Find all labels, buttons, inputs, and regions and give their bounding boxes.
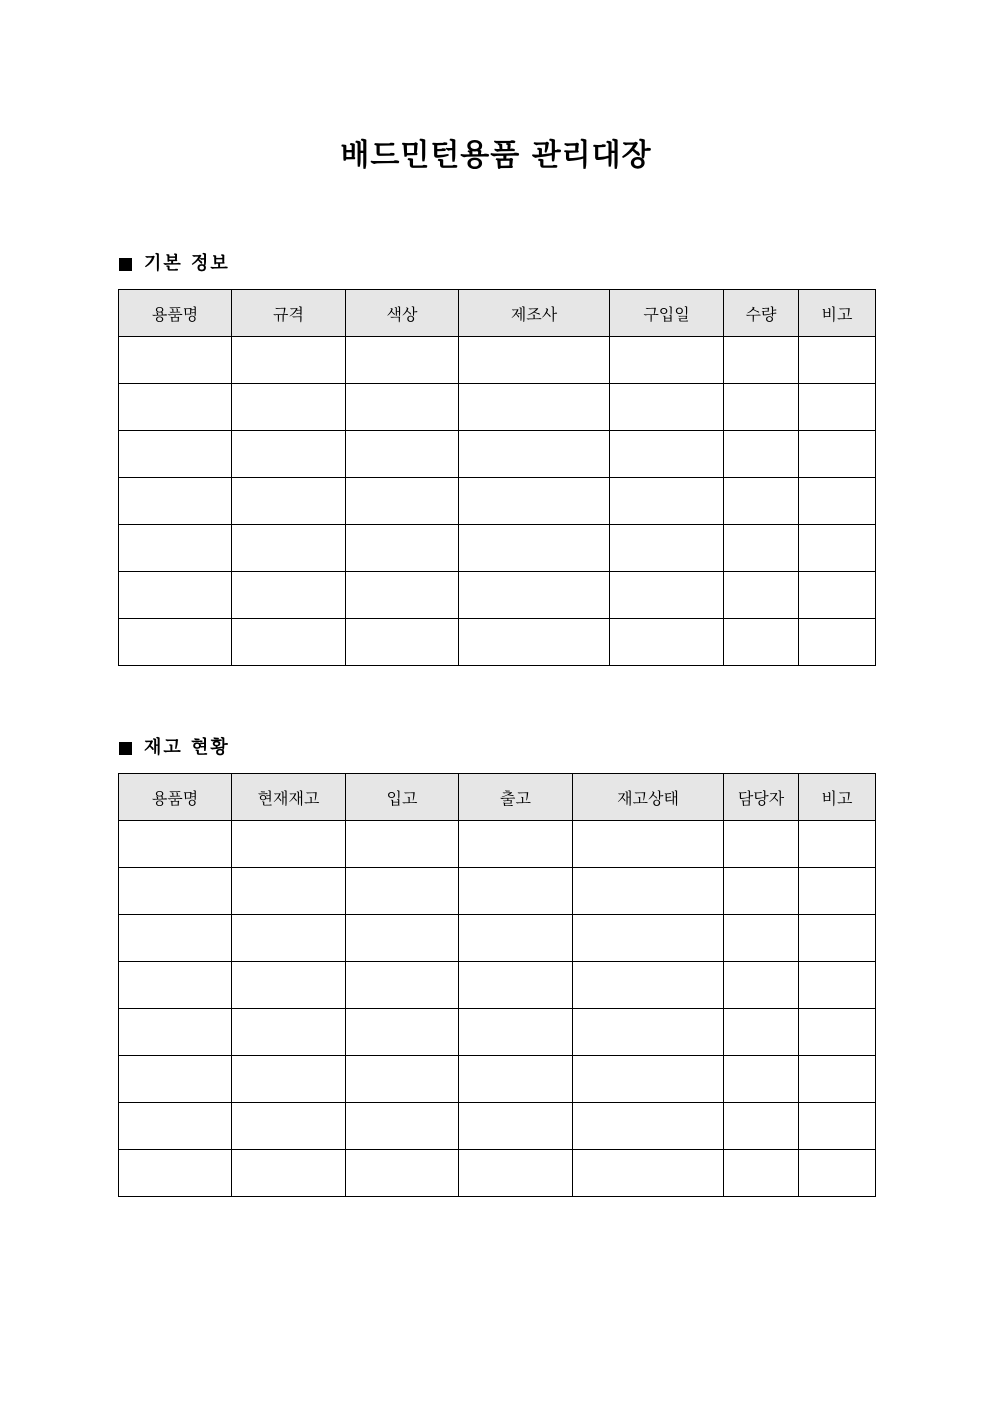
table-row xyxy=(119,1103,876,1150)
table-header-row xyxy=(119,774,876,821)
table-cell[interactable] xyxy=(799,525,876,572)
table-cell[interactable] xyxy=(346,478,459,525)
table-cell[interactable] xyxy=(346,337,459,384)
table-cell[interactable] xyxy=(232,868,346,915)
table-cell[interactable] xyxy=(610,478,724,525)
table-cell[interactable] xyxy=(799,821,876,868)
table-cell[interactable] xyxy=(459,915,573,962)
table-cell[interactable] xyxy=(119,868,232,915)
table-cell[interactable] xyxy=(799,962,876,1009)
table-cell[interactable] xyxy=(573,1150,724,1197)
table-row xyxy=(119,962,876,1009)
table-cell[interactable] xyxy=(119,1103,232,1150)
table-cell[interactable] xyxy=(724,1150,799,1197)
table-cell[interactable] xyxy=(346,619,459,666)
table-cell[interactable] xyxy=(346,915,459,962)
table-cell[interactable] xyxy=(799,478,876,525)
table-cell[interactable] xyxy=(573,1056,724,1103)
square-bullet-icon xyxy=(119,258,132,271)
table-cell[interactable] xyxy=(459,1150,573,1197)
table-cell[interactable] xyxy=(346,962,459,1009)
table-cell[interactable] xyxy=(459,1103,573,1150)
inventory-status-table xyxy=(118,773,876,1197)
table-cell[interactable] xyxy=(232,821,346,868)
column-header-stock-status: 재고상태 xyxy=(573,774,724,821)
table-cell[interactable] xyxy=(119,337,232,384)
table-cell[interactable] xyxy=(724,525,799,572)
table-row xyxy=(119,821,876,868)
column-header-remarks: 비고 xyxy=(799,774,876,821)
table-cell[interactable] xyxy=(459,572,610,619)
table-cell[interactable] xyxy=(232,525,346,572)
table-cell[interactable] xyxy=(573,868,724,915)
table-cell[interactable] xyxy=(724,572,799,619)
table-cell[interactable] xyxy=(119,962,232,1009)
table-cell[interactable] xyxy=(724,1103,799,1150)
table-cell[interactable] xyxy=(724,1009,799,1056)
table-cell[interactable] xyxy=(724,868,799,915)
table-cell[interactable] xyxy=(232,1103,346,1150)
table-cell[interactable] xyxy=(799,1103,876,1150)
table-row xyxy=(119,619,876,666)
table-cell[interactable] xyxy=(459,821,573,868)
table-cell[interactable] xyxy=(119,1056,232,1103)
table-cell[interactable] xyxy=(724,337,799,384)
table-cell[interactable] xyxy=(724,431,799,478)
table-cell[interactable] xyxy=(573,962,724,1009)
table-cell[interactable] xyxy=(232,1009,346,1056)
table-cell[interactable] xyxy=(232,431,346,478)
table-row xyxy=(119,431,876,478)
table-cell[interactable] xyxy=(232,619,346,666)
table-cell[interactable] xyxy=(119,1009,232,1056)
table-cell[interactable] xyxy=(232,962,346,1009)
square-bullet-icon xyxy=(119,742,132,755)
table-cell[interactable] xyxy=(459,962,573,1009)
table-row xyxy=(119,868,876,915)
table-cell[interactable] xyxy=(232,1150,346,1197)
table-cell[interactable] xyxy=(799,431,876,478)
table-cell[interactable] xyxy=(346,431,459,478)
column-header-manager: 담당자 xyxy=(724,774,799,821)
table-cell[interactable] xyxy=(119,1150,232,1197)
table-cell[interactable] xyxy=(799,619,876,666)
table-row xyxy=(119,525,876,572)
table-cell[interactable] xyxy=(119,525,232,572)
table-cell[interactable] xyxy=(346,1103,459,1150)
table-cell[interactable] xyxy=(346,868,459,915)
table-cell[interactable] xyxy=(799,1150,876,1197)
table-cell[interactable] xyxy=(610,337,724,384)
table-cell[interactable] xyxy=(232,337,346,384)
table-row xyxy=(119,915,876,962)
table-row xyxy=(119,1056,876,1103)
table-cell[interactable] xyxy=(799,572,876,619)
table-cell[interactable] xyxy=(610,619,724,666)
table-cell[interactable] xyxy=(119,478,232,525)
table-row xyxy=(119,572,876,619)
table-cell[interactable] xyxy=(232,915,346,962)
table-cell[interactable] xyxy=(346,1056,459,1103)
table-cell[interactable] xyxy=(119,915,232,962)
table-cell[interactable] xyxy=(610,431,724,478)
column-header-stock-out: 출고 xyxy=(459,774,573,821)
table-cell[interactable] xyxy=(459,1056,573,1103)
table-cell[interactable] xyxy=(232,1056,346,1103)
table-cell[interactable] xyxy=(459,525,610,572)
table-cell[interactable] xyxy=(799,1009,876,1056)
table-cell[interactable] xyxy=(459,1009,573,1056)
basic-info-table xyxy=(118,289,876,666)
table-row xyxy=(119,384,876,431)
column-header-remarks: 비고 xyxy=(799,290,876,337)
table-cell[interactable] xyxy=(459,431,610,478)
document-title: 배드민턴용품 관리대장 xyxy=(340,138,652,173)
table-cell[interactable] xyxy=(459,337,610,384)
table-cell[interactable] xyxy=(119,821,232,868)
table-row xyxy=(119,478,876,525)
column-header-manufacturer: 제조사 xyxy=(459,290,610,337)
table-cell[interactable] xyxy=(573,1009,724,1056)
table-cell[interactable] xyxy=(119,384,232,431)
table-cell[interactable] xyxy=(573,1103,724,1150)
table-cell[interactable] xyxy=(610,525,724,572)
table-cell[interactable] xyxy=(119,431,232,478)
column-header-item-name: 용품명 xyxy=(119,290,232,337)
column-header-quantity: 수량 xyxy=(724,290,799,337)
table-cell[interactable] xyxy=(346,1009,459,1056)
column-header-purchase-date: 구입일 xyxy=(610,290,724,337)
table-cell[interactable] xyxy=(232,478,346,525)
table-cell[interactable] xyxy=(346,1150,459,1197)
table-cell[interactable] xyxy=(724,478,799,525)
table-cell[interactable] xyxy=(346,572,459,619)
table-cell[interactable] xyxy=(459,619,610,666)
table-cell[interactable] xyxy=(799,384,876,431)
table-cell[interactable] xyxy=(346,384,459,431)
column-header-color: 색상 xyxy=(346,290,459,337)
table-row xyxy=(119,1009,876,1056)
table-cell[interactable] xyxy=(346,821,459,868)
table-cell[interactable] xyxy=(459,384,610,431)
table-cell[interactable] xyxy=(799,915,876,962)
table-cell[interactable] xyxy=(610,572,724,619)
table-header-row xyxy=(119,290,876,337)
section-heading-basic-info xyxy=(119,251,230,277)
table-cell[interactable] xyxy=(799,1056,876,1103)
column-header-spec: 규격 xyxy=(232,290,346,337)
table-cell[interactable] xyxy=(724,962,799,1009)
table-cell[interactable] xyxy=(573,821,724,868)
table-cell[interactable] xyxy=(119,572,232,619)
table-cell[interactable] xyxy=(459,478,610,525)
column-header-current-stock: 현재재고 xyxy=(232,774,346,821)
table-cell[interactable] xyxy=(724,1056,799,1103)
column-header-stock-in: 입고 xyxy=(346,774,459,821)
table-row xyxy=(119,1150,876,1197)
table-cell[interactable] xyxy=(232,384,346,431)
table-cell[interactable] xyxy=(232,572,346,619)
table-row xyxy=(119,337,876,384)
table-cell[interactable] xyxy=(610,384,724,431)
table-cell[interactable] xyxy=(119,619,232,666)
table-cell[interactable] xyxy=(724,915,799,962)
column-header-item-name: 용품명 xyxy=(119,774,232,821)
table-cell[interactable] xyxy=(573,915,724,962)
table-cell[interactable] xyxy=(724,619,799,666)
table-cell[interactable] xyxy=(799,337,876,384)
table-cell[interactable] xyxy=(346,525,459,572)
table-cell[interactable] xyxy=(724,384,799,431)
section-heading-label: 기본 정보 xyxy=(144,253,230,274)
section-heading-label: 재고 현황 xyxy=(144,737,230,758)
table-cell[interactable] xyxy=(724,821,799,868)
table-cell[interactable] xyxy=(459,868,573,915)
table-cell[interactable] xyxy=(799,868,876,915)
section-heading-inventory-status xyxy=(119,735,230,761)
